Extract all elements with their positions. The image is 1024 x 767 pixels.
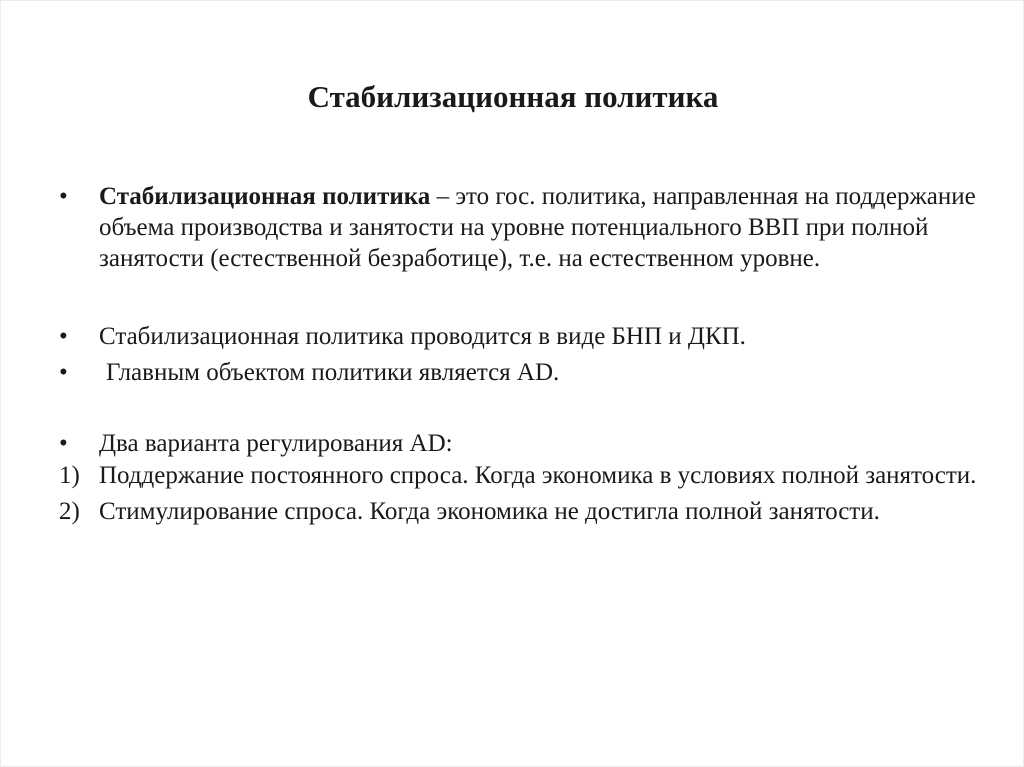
bullet-variants [59, 428, 979, 459]
bullet-marker: • [59, 183, 68, 210]
definition-term: Стабилизационная политика [99, 183, 431, 210]
slide-content [59, 181, 979, 527]
bullet-object [59, 357, 979, 388]
bullet-text: Два варианта регулирования AD: [99, 430, 453, 457]
bullet-marker: • [59, 430, 68, 457]
bullet-forms [59, 321, 979, 352]
option-text: Стимулирование спроса. Когда экономика не достигла полной занятости. [99, 498, 880, 525]
bullet-definition [59, 181, 979, 274]
option-item [59, 460, 979, 491]
definition-text: – это гос. политика, направленная на поддержание объема производства и занятости на уровне потенциального ВВП при полной занятости (естественной безработице), т.е. на естественном уровне. [99, 183, 976, 272]
option-item [59, 496, 979, 527]
option-number: 1) [59, 462, 80, 489]
bullet-marker: • [59, 359, 68, 386]
bullet-text: Стабилизационная политика проводится в виде БНП и ДКП. [99, 323, 746, 350]
slide-title: Стабилизационная политика [307, 79, 719, 114]
option-text: Поддержание постоянного спроса. Когда экономика в условиях полной занятости. [99, 462, 977, 489]
option-number: 2) [59, 498, 80, 525]
bullet-marker: • [59, 323, 68, 350]
bullet-text: Главным объектом политики является AD. [106, 359, 560, 386]
